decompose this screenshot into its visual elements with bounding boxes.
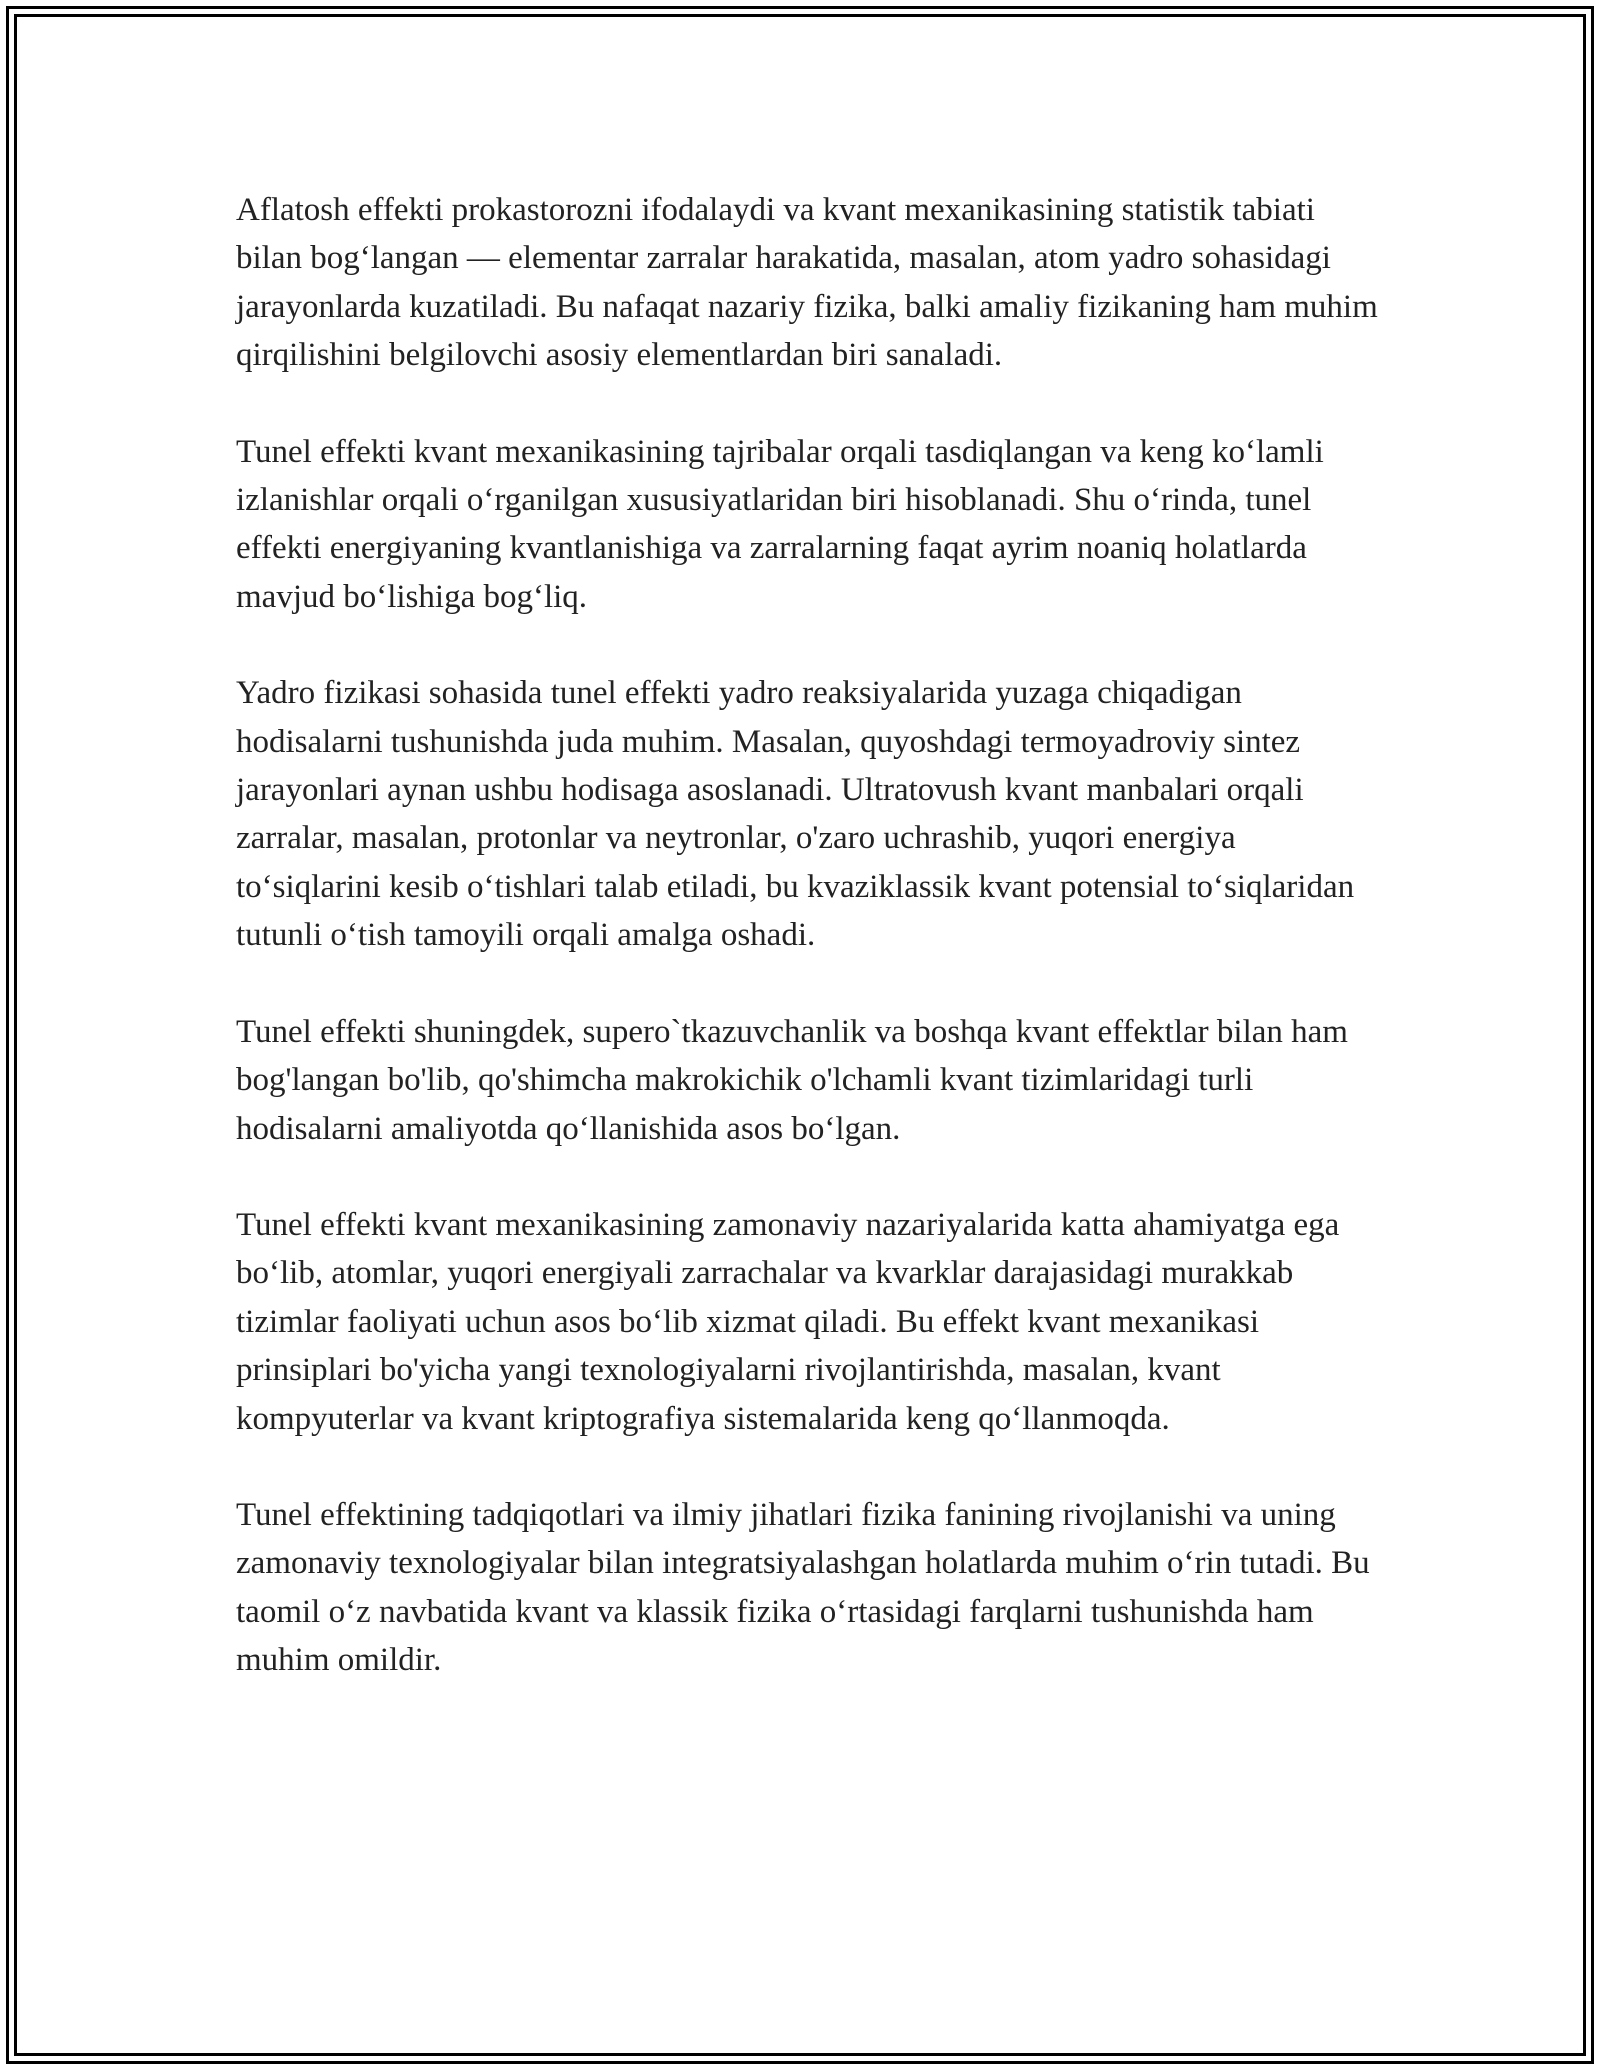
- paragraph-1: Aflatosh effekti prokastorozni ifodalaydi va kvant mexanikasining statistik tabiati bilan bog‘langan — elementar zarralar harakatida, masalan, atom yadro sohasidagi jarayonlarda kuzatiladi. Bu nafaqat nazariy fizika, balki amaliy fizikaning ham muhim qirqilishini belgilovchi asosiy elementlardan biri sanaladi.: [236, 192, 1378, 374]
- paragraph-5: Tunel effekti kvant mexanikasining zamonaviy nazariyalarida katta ahamiyatga ega bo‘lib, atomlar, yuqori energiyali zarrachalar va kvarklar darajasidagi murakkab tizimlar faoliyati uchun asos bo‘lib xizmat qiladi. Bu effekt kvant mexanikasi prinsiplari bo'yicha yangi texnologiyalarni rivojlantirishda, masalan, kvant kompyuterlar va kvant kriptografiya sistemalarida keng qo‘llanmoqda.: [236, 1206, 1340, 1437]
- document-body: [236, 186, 1386, 1733]
- paragraph-3: Yadro fizikasi sohasida tunel effekti yadro reaksiyalarida yuzaga chiqadigan hodisalarni tushunishda juda muhim. Masalan, quyoshdagi termoyadroviy sintez jarayonlari aynan ushbu hodisaga asoslanadi. Ultratovush kvant manbalari orqali zarralar, masalan, protonlar va neytronlar, o'zaro uchrashib, yuqori energiya to‘siqlarini kesib o‘tishlari talab etiladi, bu kvaziklassik kvant potensial to‘siqlaridan tutunli o‘tish tamoyili orqali amalga oshadi.: [236, 675, 1355, 954]
- paragraph-2: Tunel effekti kvant mexanikasining tajribalar orqali tasdiqlangan va keng ko‘lamli izlanishlar orqali o‘rganilgan xususiyatlaridan biri hisoblanadi. Shu o‘rinda, tunel effekti energiyaning kvantlanishiga va zarralarning faqat ayrim noaniq holatlarda mavjud bo‘lishiga bog‘liq.: [236, 433, 1324, 615]
- paragraph-4: Tunel effekti shuningdek, supero`tkazuvchanlik va boshqa kvant effektlar bilan ham bog'langan bo'lib, qo'shimcha makrokichik o'lchamli kvant tizimlaridagi turli hodisalarni amaliyotda qo‘llanishida asos bo‘lgan.: [236, 1013, 1348, 1147]
- paragraph-6: Tunel effektining tadqiqotlari va ilmiy jihatlari fizika fanining rivojlanishi va uning zamonaviy texnologiyalar bilan integratsiyalashgan holatlarda muhim o‘rin tutadi. Bu taomil o‘z navbatida kvant va klassik fizika o‘rtasidagi farqlarni tushunishda ham muhim omildir.: [236, 1496, 1370, 1679]
